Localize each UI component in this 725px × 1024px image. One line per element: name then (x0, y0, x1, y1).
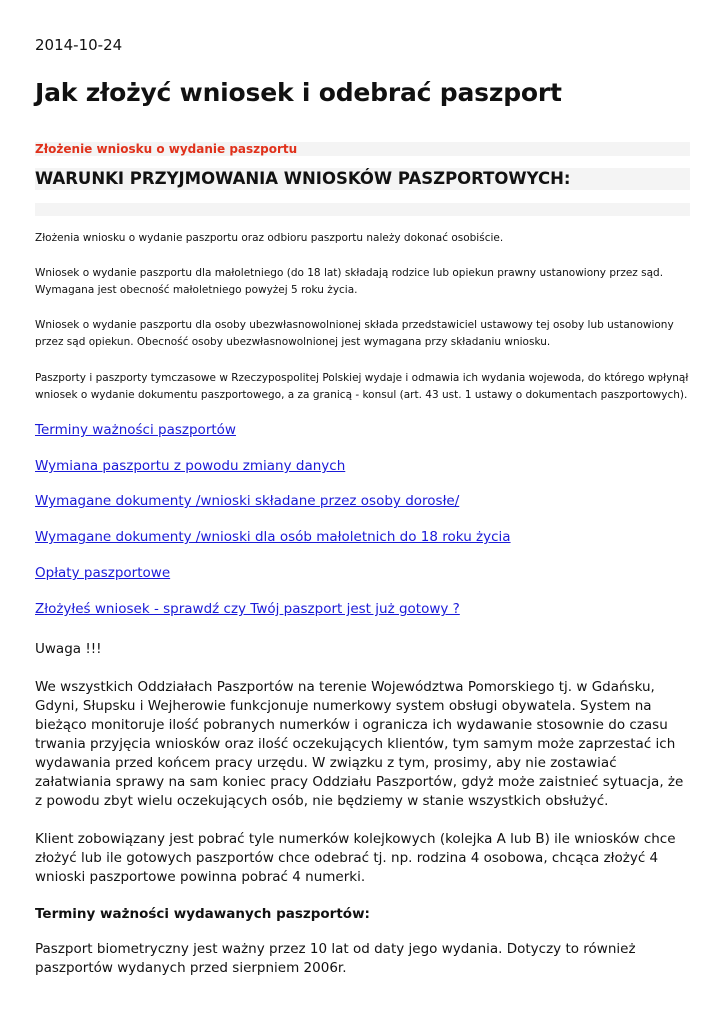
notice-paragraph: We wszystkich Oddziałach Paszportów na terenie Województwa Pomorskiego tj. w Gdańsku, Gdyni, Słupsku i Wejherowie funkcjonuje numerkowy system obsługi obywatela. System na bieżąco monitoruje ilość pobranych numerków i ogranicza ich wydawanie stosownie do czasu trwania przyjęcia wniosków oraz ilość oczekujących klientów, tym samym może zaprzestać ich wydawania przed końcem pracy urzędu. W związku z tym, prosimy, aby nie zostawiać załatwiania sprawy na sam koniec pracy Oddziału Paszportów, gdyż może zaistnieć sytuacja, że z powodu zbyt wielu oczekujących osób, nie będziemy w stanie wszystkich obsłużyć. (35, 679, 684, 809)
validity-heading: Terminy ważności wydawanych paszportów: (35, 906, 370, 922)
link-passport-fees[interactable]: Opłaty paszportowe (35, 565, 171, 581)
link-validity-terms[interactable]: Terminy ważności paszportów (35, 422, 236, 438)
link-check-passport-status[interactable]: Złożyłeś wniosek - sprawdź czy Twój paszport jest już gotowy ? (35, 601, 460, 617)
section-subtitle: Złożenie wniosku o wydanie paszportu (35, 142, 690, 156)
notice-paragraph: Klient zobowiązany jest pobrać tyle numerków kolejkowych (kolejka A lub B) ile wniosków chce złożyć lub ile gotowych paszportów chce odebrać tj. np. rodzina 4 osobowa, chcąca złożyć 4 wnioski paszportowe powinna pobrać 4 numerki. (35, 831, 676, 885)
link-passport-exchange[interactable]: Wymiana paszportu z powodu zmiany danych (35, 458, 346, 474)
intro-paragraph: Wniosek o wydanie paszportu dla osoby ubezwłasnowolnionej składa przedstawiciel ustawowy tej osoby lub ustanowiony przez sąd opiekun. Obecność osoby ubezwłasnowolnionej jest wymagana przy składaniu wniosku. (35, 319, 674, 348)
intro-paragraph: Wniosek o wydanie paszportu dla małoletniego (do 18 lat) składają rodzice lub opiekun prawny ustanowiony przez sąd. Wymagana jest obecność małoletniego powyżej 5 roku życia. (35, 267, 664, 296)
intro-paragraph: Złożenia wniosku o wydanie paszportu oraz odbioru paszportu należy dokonać osobiście. (35, 232, 504, 244)
page-title: Jak złożyć wniosek i odebrać paszport (35, 78, 562, 107)
validity-paragraph: Paszport biometryczny jest ważny przez 10 lat od daty jego wydania. Dotyczy to również paszportów wydanych przed sierpniem 2006r. (35, 941, 636, 976)
link-documents-minors[interactable]: Wymagane dokumenty /wnioski dla osób małoletnich do 18 roku życia (35, 529, 511, 545)
divider-band (35, 203, 690, 216)
link-documents-adults[interactable]: Wymagane dokumenty /wnioski składane przez osoby dorosłe/ (35, 493, 460, 509)
notice-label: Uwaga !!! (35, 641, 102, 657)
section-heading: WARUNKI PRZYJMOWANIA WNIOSKÓW PASZPORTOWYCH: (35, 168, 690, 190)
publication-date: 2014-10-24 (35, 36, 123, 54)
intro-paragraph: Paszporty i paszporty tymczasowe w Rzeczypospolitej Polskiej wydaje i odmawia ich wydania wojewoda, do którego wpłynął wniosek o wydanie dokumentu paszportowego, a za granicą - konsul (art. 43 ust. 1 ustawy o dokumentach paszportowych). (35, 372, 689, 401)
